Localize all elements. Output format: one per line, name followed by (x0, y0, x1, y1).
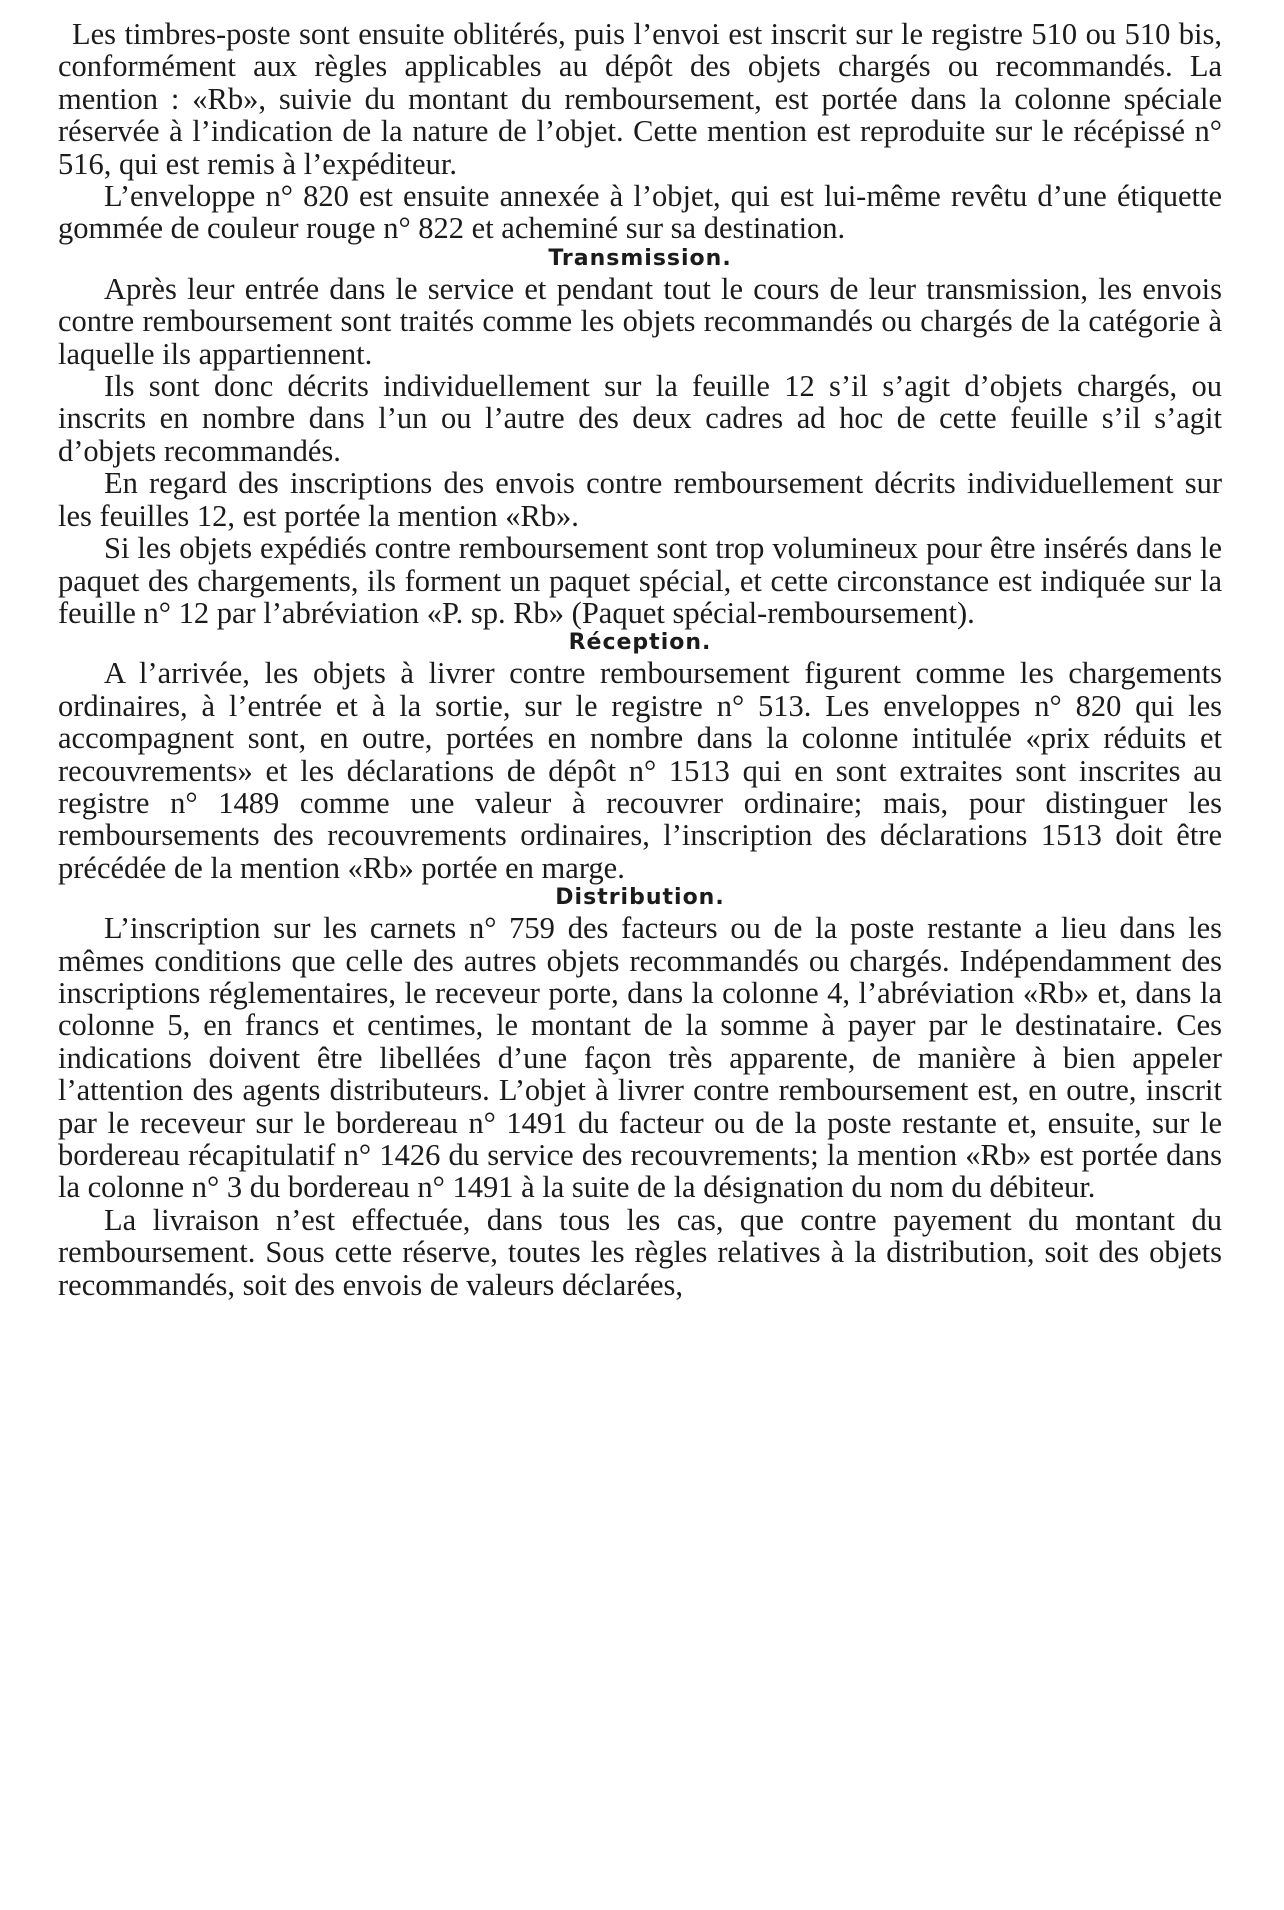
section-title-distribution: Distribution. (555, 885, 725, 911)
intro-paragraph-2: L’enveloppe n° 820 est ensuite annexée à l’objet, qui est lui-même revêtu d’une étiquette gommée de couleur rouge n° 822 et acheminé sur sa destination. (58, 179, 1222, 246)
reception-section (58, 629, 1222, 884)
section-title-reception: Réception. (568, 630, 712, 656)
transmission-section (58, 245, 1222, 629)
transmission-paragraph-2: Ils sont donc décrits individuellement sur la feuille 12 s’il s’agit d’objets chargés, ou inscrits en nombre dans l’un ou l’autre des deux cadres ad hoc de cette feuille s’il s’agit d’objets recommandés. (58, 369, 1222, 468)
transmission-paragraph-1: Après leur entrée dans le service et pendant tout le cours de leur transmission, les envois contre remboursement sont traités comme les objets recommandés ou chargés de la catégorie à laquelle ils appartiennent. (58, 271, 1222, 371)
reception-paragraph-1: A l’arrivée, les objets à livrer contre remboursement figurent comme les chargements ordinaires, à l’entrée et à la sortie, sur le registre n° 513. Les enveloppes n° 820 qui les accompagnent sont, en outre, portées en nombre dans la colonne intitulée «prix réduits et recouvrements» et les déclarations de dépôt n° 1513 qui en sont extraites sont inscrites au registre n° 1489 comme une valeur à recouvrer ordinaire; mais, pour distinguer les remboursements des recouvrements ordinaires, l’inscription des déclarations 1513 doit être précédée de la mention «Rb» portée en marge. (58, 656, 1222, 885)
intro-section (58, 18, 1222, 245)
document-page (58, 18, 1222, 1898)
distribution-paragraph-2: La livraison n’est effectuée, dans tous les cas, que contre payement du montant du remboursement. Sous cette réserve, toutes les règles relatives à la distribution, soit des objets recommandés, soit des envois de valeurs déclarées, (58, 1202, 1222, 1302)
distribution-paragraph-1: L’inscription sur les carnets n° 759 des facteurs ou de la poste restante a lieu dans les mêmes conditions que celle des autres objets recommandés ou chargés. Indépendamment des inscriptions réglementaires, le receveur porte, dans la colonne 4, l’abréviation «Rb» et, dans la colonne 5, en francs et centimes, le montant de la somme à payer par le destinataire. Ces indications doivent être libellées d’une façon très apparente, de manière à bien appeler l’attention des agents distributeurs. L’objet à livrer contre remboursement est, en outre, inscrit par le receveur sur le bordereau n° 1491 du facteur ou de la poste restante et, ensuite, sur le bordereau récapitulatif n° 1426 du service des recouvrements; la mention «Rb» est portée dans la colonne n° 3 du bordereau n° 1491 à la suite de la désignation du nom du débiteur. (58, 911, 1222, 1205)
transmission-paragraph-3: En regard des inscriptions des envois contre remboursement décrits individuellement sur les feuilles 12, est portée la mention «Rb». (58, 466, 1222, 533)
distribution-section (58, 884, 1222, 1301)
section-title-transmission: Transmission. (548, 245, 732, 271)
transmission-paragraph-4: Si les objets expédiés contre remboursement sont trop volumineux pour être insérés dans le paquet des chargements, ils forment un paquet spécial, et cette circonstance est indiquée sur la feuille n° 12 par l’abréviation «P. sp. Rb» (Paquet spécial-remboursement). (58, 531, 1222, 630)
intro-paragraph-1: Les timbres-poste sont ensuite oblitérés, puis l’envoi est inscrit sur le registre 510 ou 510 bis, conformément aux règles applicables au dépôt des objets chargés ou recommandés. La mention : «Rb», suivie du montant du remboursement, est portée dans la colonne spéciale réservée à l’indication de la nature de l’objet. Cette mention est reproduite sur le récépissé n° 516, qui est remis à l’expéditeur. (58, 17, 1222, 181)
